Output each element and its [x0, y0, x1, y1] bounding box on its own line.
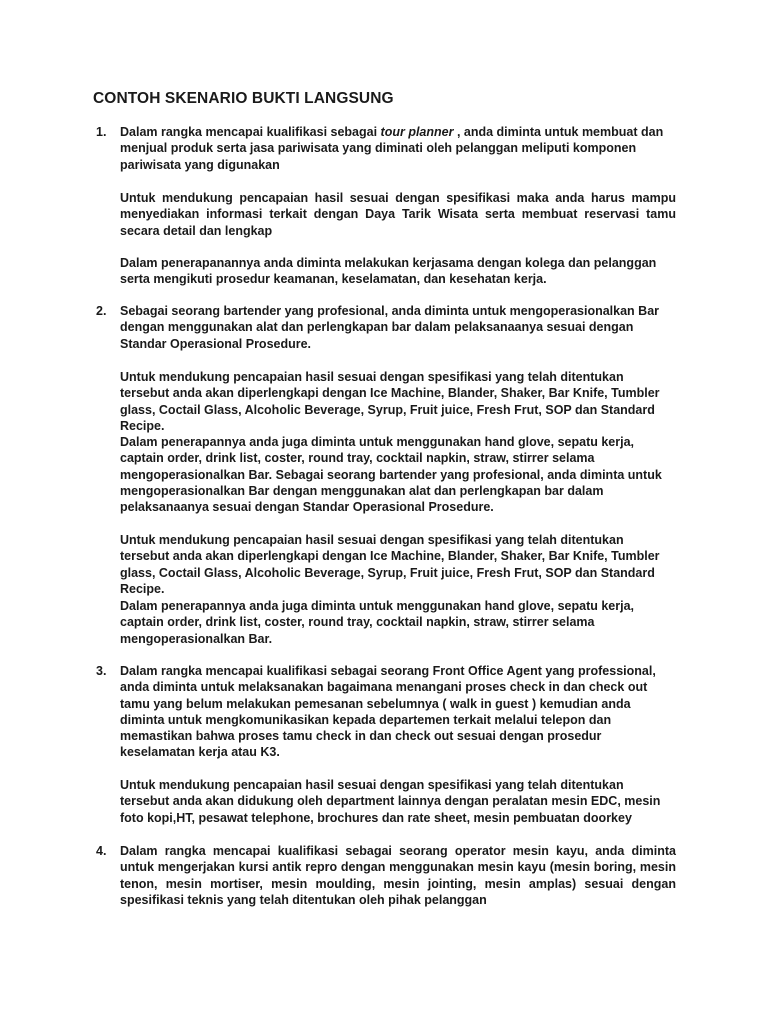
document-title: CONTOH SKENARIO BUKTI LANGSUNG: [93, 90, 394, 107]
item-4-paragraph-1: Dalam rangka mencapai kualifikasi sebagai seorang operator mesin kayu, anda diminta untuk mengerjakan kursi antik repro dengan menggunakan mesin kayu (mesin boring, mesin tenon, mesin mortiser, mesin moulding, mesin jointing, mesin amplas) sesuai dengan spesifikasi teknis yang telah ditentukan oleh pihak pelanggan: [120, 844, 676, 907]
item-1-paragraph-2: Untuk mendukung pencapaian hasil sesuai dengan spesifikasi maka anda harus mampu menyediakan informasi terkait dengan Daya Tarik Wisata serta membuat reservasi tamu secara detail dan lengkap: [120, 191, 676, 238]
item-2-paragraph-3: Dalam penerapannya anda juga diminta untuk menggunakan hand glove, sepatu kerja, captain order, drink list, coster, round tray, cocktail napkin, straw, stirrer selama mengoperasionalkan Bar. Sebagai seorang bartender yang profesional, anda diminta untuk mengoperasionalkan Bar dengan menggunakan alat dan perlengkapan bar dalam pelaksanaanya sesuai dengan Standar Operasional Prosedure.: [120, 435, 662, 514]
item-1-paragraph-1-tail: , anda diminta untuk membuat dan menjual produk serta jasa pariwisata yang diminati oleh pelanggan meliputi komponen pariwisata yang digunakan: [120, 125, 664, 172]
item-number: 3.: [96, 664, 107, 678]
item-2-paragraph-2: Untuk mendukung pencapaian hasil sesuai dengan spesifikasi yang telah ditentukan tersebut anda akan diperlengkapi dengan Ice Machine, Blander, Shaker, Bar Knife, Tumbler glass, Coctail Glass, Alcoholic Beverage, Syrup, Fruit juice, Fresh Frut, SOP dan Standard Recipe.: [120, 370, 660, 433]
item-3-paragraph-2: Untuk mendukung pencapaian hasil sesuai dengan spesifikasi yang telah ditentukan tersebut anda akan didukung oleh department lainnya dengan peralatan mesin EDC, mesin foto kopi,HT, pesawat telephone, brochures dan rate sheet, mesin pembuatan doorkey: [120, 778, 661, 825]
item-2-paragraph-1: Sebagai seorang bartender yang profesional, anda diminta untuk mengoperasionalkan Bar dengan menggunakan alat dan perlengkapan bar dalam pelaksanaanya sesuai dengan Standar Operasional Prosedure.: [120, 304, 660, 351]
item-1-paragraph-1-lead: Dalam rangka mencapai kualifikasi sebagai: [120, 125, 381, 139]
item-1-paragraph-1: [120, 124, 676, 173]
item-2-paragraph-4: Untuk mendukung pencapaian hasil sesuai dengan spesifikasi yang telah ditentukan tersebut anda akan diperlengkapi dengan Ice Machine, Blander, Shaker, Bar Knife, Tumbler glass, Coctail Glass, Alcoholic Beverage, Syrup, Fruit juice, Fresh Frut, SOP dan Standard Recipe.: [120, 533, 660, 596]
item-number: 1.: [96, 125, 107, 139]
item-1-paragraph-1-emphasis: tour planner: [380, 125, 454, 139]
item-1-paragraph-3: Dalam penerapanannya anda diminta melakukan kerjasama dengan kolega dan pelanggan serta mengikuti prosedur keamanan, keselamatan, dan kesehatan kerja.: [120, 256, 657, 287]
item-number: 2.: [96, 304, 107, 318]
item-3-paragraph-1: Dalam rangka mencapai kualifikasi sebagai seorang Front Office Agent yang professional, anda diminta untuk melaksanakan bagaimana menangani proses check in dan check out tamu yang belum melakukan pemesanan sebelumnya ( walk in guest ) kemudian anda diminta untuk mengkomunikasikan kepada departemen terkait melalui telepon dan memastikan bahwa proses tamu check in dan check out sesuai dengan prosedur keselamatan kerja atau K3.: [120, 664, 656, 760]
item-number: 4.: [96, 844, 107, 858]
item-2-paragraph-5: Dalam penerapannya anda juga diminta untuk menggunakan hand glove, sepatu kerja, captain order, drink list, coster, round tray, cocktail napkin, straw, stirrer selama mengoperasionalkan Bar.: [120, 599, 635, 646]
